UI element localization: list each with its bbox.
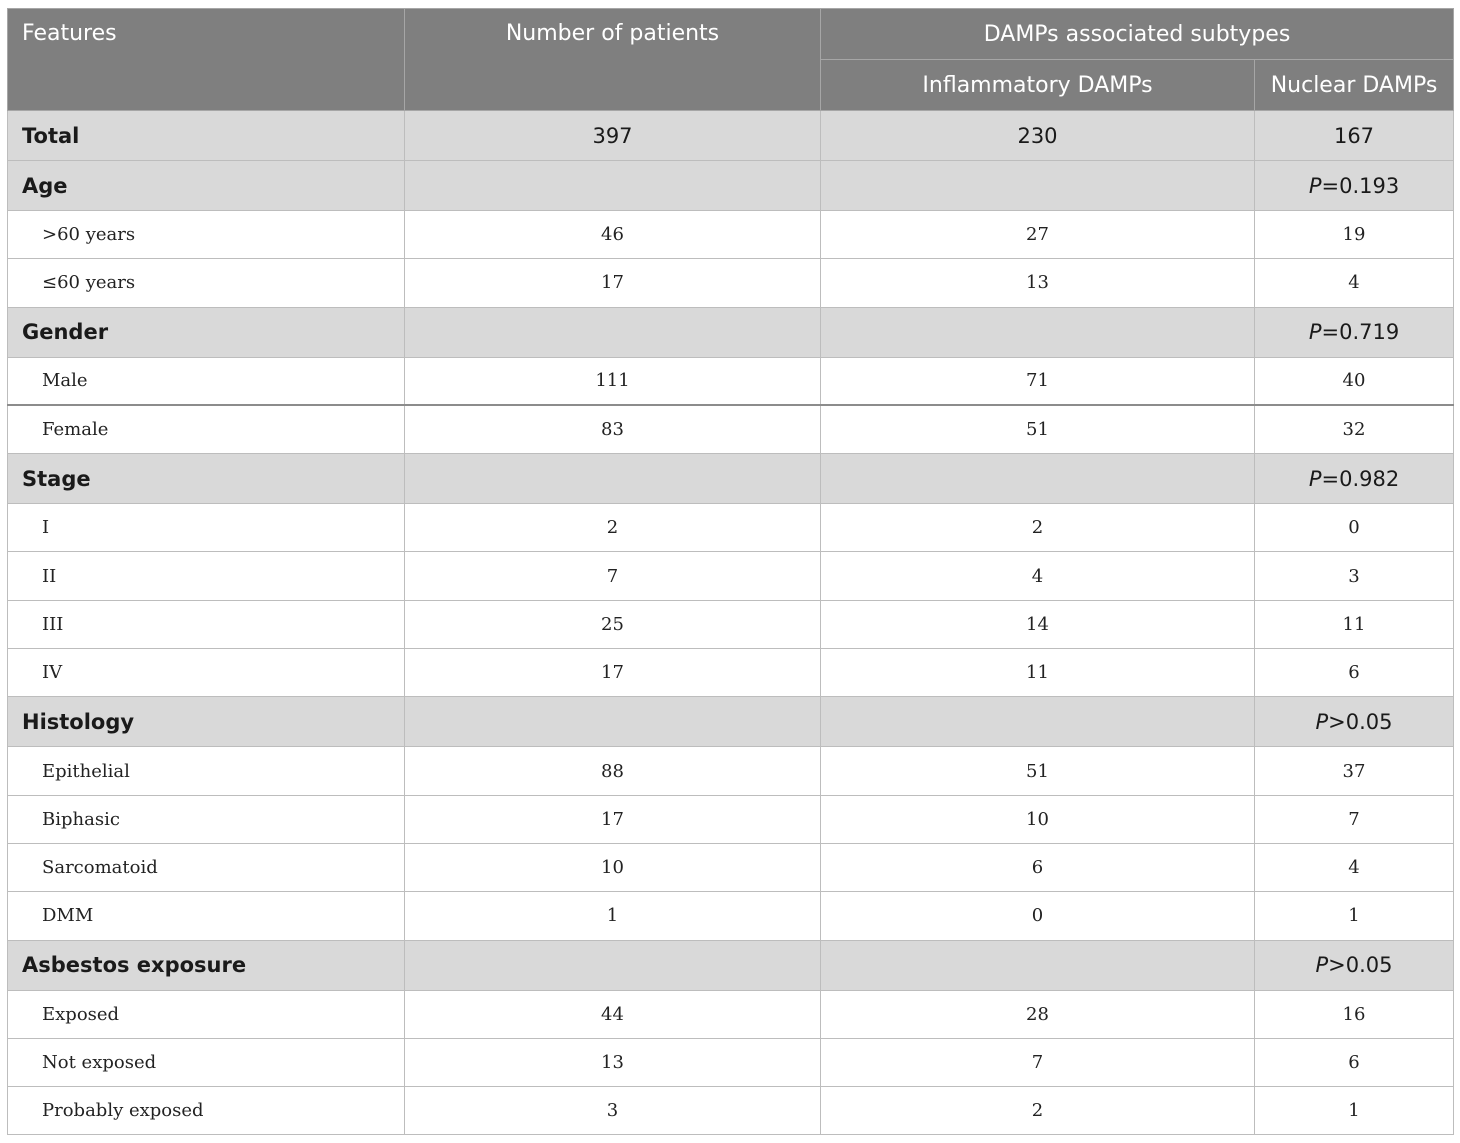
row-inflammatory: 4 [821,552,1255,600]
group-label: Gender [8,307,405,357]
group-p-value [1255,161,1454,211]
p-symbol: P [1308,320,1322,345]
row-nuclear: 37 [1255,747,1454,795]
row-inflammatory: 51 [821,747,1255,795]
row-label: Sarcomatoid [8,843,405,891]
group-p-value [1255,940,1454,990]
row-label: Exposed [8,990,405,1038]
row-nuclear: 6 [1255,649,1454,697]
group-label: Stage [8,454,405,504]
p-symbol: P [1308,173,1322,198]
group-label: Asbestos exposure [8,940,405,990]
group-row [8,307,1454,357]
row-label: II [8,552,405,600]
total-label: Total [8,111,405,161]
row-label: Male [8,357,405,405]
row-label: Female [8,405,405,453]
row-inflammatory: 51 [821,405,1255,453]
header-inflammatory-damps: Inflammatory DAMPs [821,60,1255,111]
p-symbol: P [1315,953,1329,978]
row-patients: 13 [405,1038,821,1086]
row-patients: 3 [405,1087,821,1135]
group-empty-cell [405,161,821,211]
row-nuclear: 19 [1255,211,1454,259]
group-row [8,161,1454,211]
row-nuclear: 40 [1255,357,1454,405]
row-label: III [8,600,405,648]
table-row [8,843,1454,891]
p-value-text: =0.193 [1321,173,1400,198]
p-symbol: P [1308,466,1322,491]
row-inflammatory: 28 [821,990,1255,1038]
group-label: Histology [8,697,405,747]
p-value-text: =0.719 [1321,320,1400,345]
row-nuclear: 1 [1255,892,1454,940]
p-value-text: >0.05 [1328,709,1393,734]
row-nuclear: 4 [1255,259,1454,307]
group-label: Age [8,161,405,211]
row-nuclear: 4 [1255,843,1454,891]
table-row [8,892,1454,940]
row-inflammatory: 14 [821,600,1255,648]
row-inflammatory: 27 [821,211,1255,259]
group-empty-cell [821,454,1255,504]
total-row [8,111,1454,161]
group-row [8,454,1454,504]
row-nuclear: 7 [1255,795,1454,843]
row-nuclear: 0 [1255,504,1454,552]
p-value-text: >0.05 [1328,953,1393,978]
p-value-text: =0.982 [1321,466,1400,491]
patient-features-table [7,8,1454,1135]
table-row [8,990,1454,1038]
table-row [8,649,1454,697]
row-patients: 46 [405,211,821,259]
table-row [8,504,1454,552]
row-inflammatory: 13 [821,259,1255,307]
row-patients: 111 [405,357,821,405]
row-patients: 2 [405,504,821,552]
row-nuclear: 3 [1255,552,1454,600]
row-nuclear: 32 [1255,405,1454,453]
group-row [8,697,1454,747]
row-nuclear: 16 [1255,990,1454,1038]
group-empty-cell [405,940,821,990]
row-label: ≤60 years [8,259,405,307]
header-nuclear-damps: Nuclear DAMPs [1255,60,1454,111]
p-symbol: P [1315,709,1329,734]
group-row [8,940,1454,990]
row-nuclear: 1 [1255,1087,1454,1135]
row-patients: 10 [405,843,821,891]
table-row [8,1038,1454,1086]
table-row [8,259,1454,307]
total-nuclear: 167 [1255,111,1454,161]
table-body [8,111,1454,1135]
total-inflammatory: 230 [821,111,1255,161]
table-row [8,211,1454,259]
group-p-value [1255,307,1454,357]
group-empty-cell [405,454,821,504]
group-empty-cell [821,940,1255,990]
row-patients: 1 [405,892,821,940]
row-patients: 17 [405,259,821,307]
total-patients: 397 [405,111,821,161]
row-patients: 17 [405,649,821,697]
row-nuclear: 6 [1255,1038,1454,1086]
group-p-value [1255,697,1454,747]
row-patients: 25 [405,600,821,648]
table-row [8,795,1454,843]
row-inflammatory: 10 [821,795,1255,843]
row-label: DMM [8,892,405,940]
table-row [8,357,1454,405]
table-row [8,552,1454,600]
group-empty-cell [405,307,821,357]
group-empty-cell [821,307,1255,357]
table-row [8,600,1454,648]
row-inflammatory: 2 [821,504,1255,552]
row-inflammatory: 7 [821,1038,1255,1086]
group-empty-cell [821,697,1255,747]
row-label: Probably exposed [8,1087,405,1135]
group-empty-cell [405,697,821,747]
row-inflammatory: 11 [821,649,1255,697]
row-label: Biphasic [8,795,405,843]
row-inflammatory: 2 [821,1087,1255,1135]
header-features: Features [8,9,405,111]
row-patients: 88 [405,747,821,795]
row-patients: 83 [405,405,821,453]
table-row [8,747,1454,795]
table-header [8,9,1454,111]
row-inflammatory: 71 [821,357,1255,405]
group-p-value [1255,454,1454,504]
group-empty-cell [821,161,1255,211]
header-subtypes-group: DAMPs associated subtypes [821,9,1454,60]
row-inflammatory: 0 [821,892,1255,940]
row-label: Not exposed [8,1038,405,1086]
row-label: Epithelial [8,747,405,795]
row-nuclear: 11 [1255,600,1454,648]
row-patients: 44 [405,990,821,1038]
row-patients: 17 [405,795,821,843]
row-inflammatory: 6 [821,843,1255,891]
table-row [8,1087,1454,1135]
row-patients: 7 [405,552,821,600]
header-number-of-patients: Number of patients [405,9,821,111]
row-label: IV [8,649,405,697]
row-label: >60 years [8,211,405,259]
row-label: I [8,504,405,552]
table-row [8,405,1454,453]
